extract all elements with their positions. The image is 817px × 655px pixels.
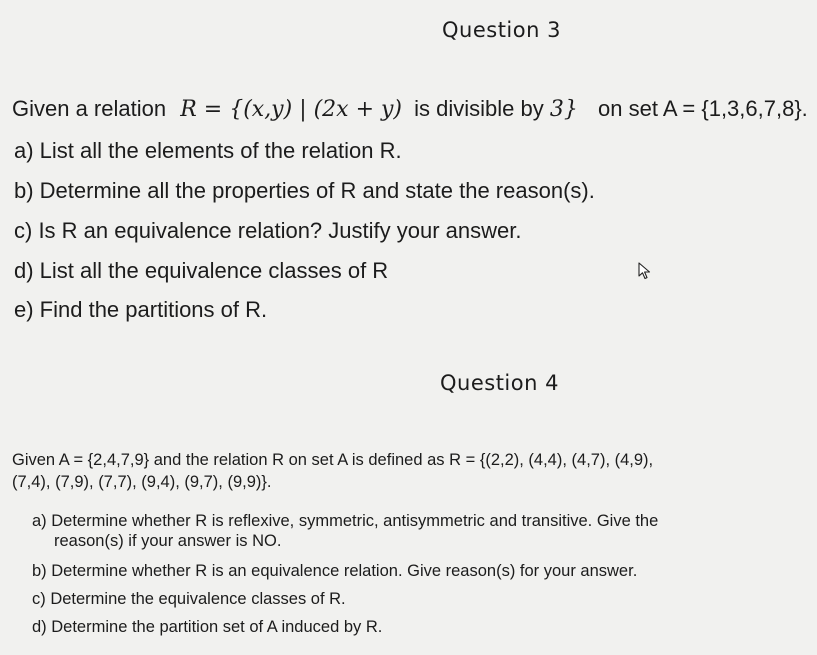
- question-3-heading: Question 3: [442, 18, 561, 42]
- question-3-item-a: a) List all the elements of the relation R.: [14, 138, 402, 163]
- question-3-item-e: e) Find the partitions of R.: [14, 297, 268, 322]
- question-3-item-c: c) Is R an equivalence relation? Justify your answer.: [14, 218, 522, 243]
- relation-definition: R = {(x,y) | (2x + y): [180, 97, 403, 122]
- intro-prefix: Given a relation: [12, 96, 167, 121]
- relation-divisor: 3}: [549, 97, 578, 122]
- mouse-pointer-icon: [638, 262, 652, 285]
- question-4-item-c: c) Determine the equivalence classes of R.: [32, 590, 346, 608]
- relation-condition: is divisible by: [414, 96, 544, 121]
- question-4-item-a-line2: reason(s) if your answer is NO.: [54, 532, 282, 550]
- question-4-intro-line2: (7,4), (7,9), (7,7), (9,4), (9,7), (9,9)}.: [12, 473, 272, 491]
- question-4-heading: Question 4: [440, 371, 559, 395]
- question-4-item-b: b) Determine whether R is an equivalence relation. Give reason(s) for your answer.: [32, 562, 638, 580]
- question-3-intro: [12, 96, 808, 122]
- question-4-item-a-line1: a) Determine whether R is reflexive, symmetric, antisymmetric and transitive. Give the: [32, 512, 659, 530]
- set-definition: on set A = {1,3,6,7,8}.: [598, 96, 808, 121]
- question-4-intro-line1: Given A = {2,4,7,9} and the relation R on set A is defined as R = {(2,2), (4,4), (4,7), (4,9),: [12, 451, 654, 469]
- question-3-item-b: b) Determine all the properties of R and state the reason(s).: [14, 178, 595, 203]
- question-4-item-d: d) Determine the partition set of A induced by R.: [32, 618, 383, 636]
- question-3-item-d: d) List all the equivalence classes of R: [14, 258, 389, 283]
